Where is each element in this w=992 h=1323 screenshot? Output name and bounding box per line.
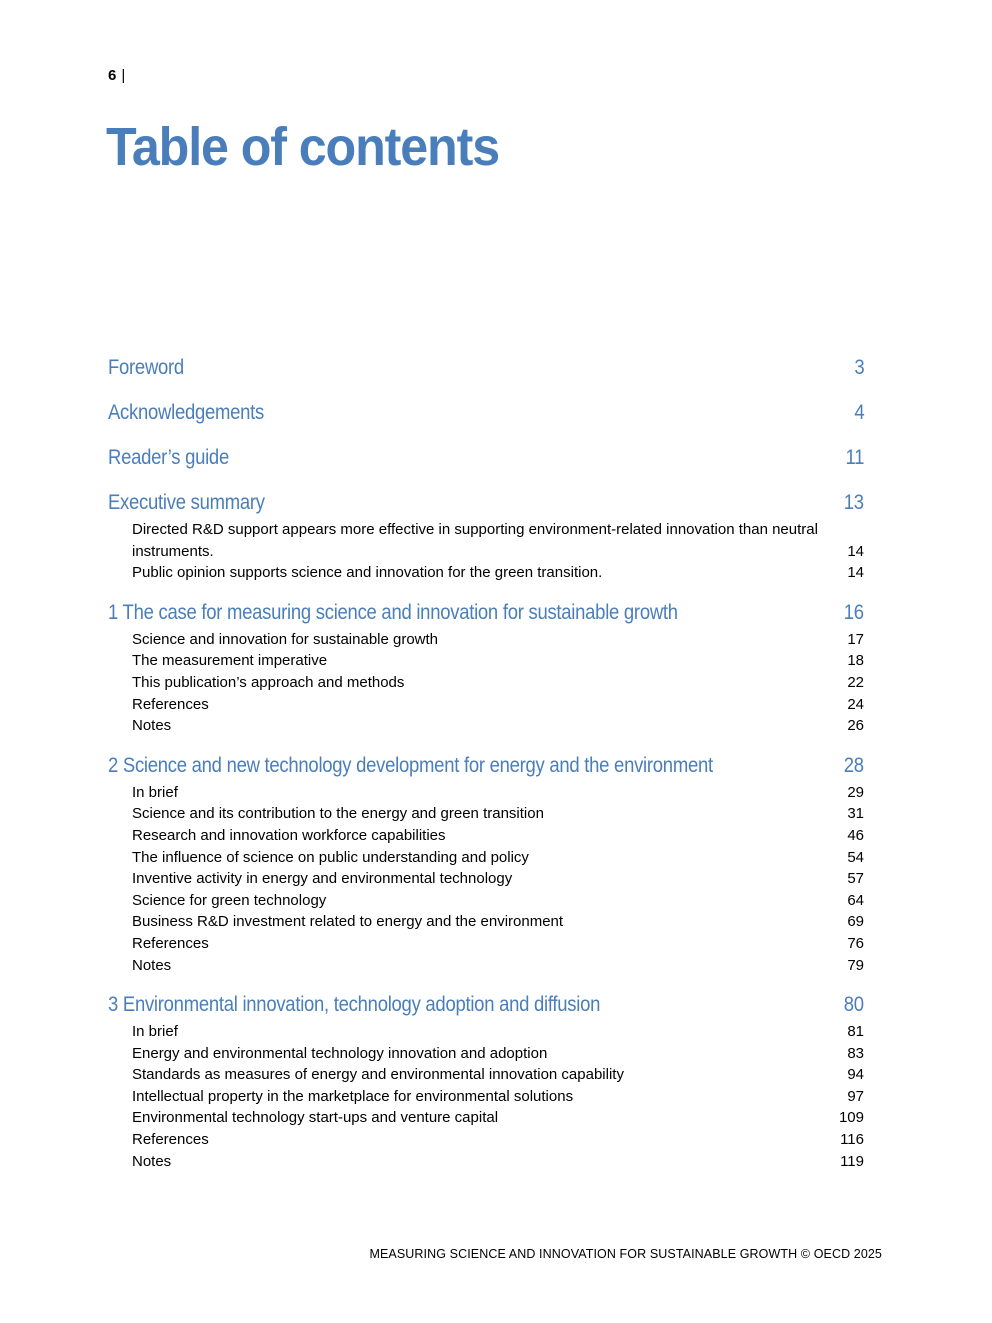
- toc-heading-title: Executive summary: [108, 491, 265, 514]
- toc-entry-title: References: [132, 1131, 209, 1149]
- toc-heading-title: Acknowledgements: [108, 401, 265, 424]
- page-number-header: [108, 67, 125, 85]
- toc-entry-page: 69: [847, 913, 864, 931]
- toc-heading-link[interactable]: [108, 487, 864, 519]
- toc-entry-page: 18: [847, 652, 864, 670]
- toc-heading-page: 13: [843, 491, 864, 514]
- toc-section: [108, 442, 864, 474]
- toc-entry-page: 94: [847, 1066, 864, 1084]
- toc-entry-title: Notes: [132, 717, 172, 735]
- toc-entry-link[interactable]: [108, 1107, 864, 1129]
- toc-entry-page: 97: [847, 1087, 864, 1105]
- toc-heading-link[interactable]: [108, 397, 864, 429]
- toc-entry-page: 76: [847, 934, 864, 952]
- page-title: Table of contents: [106, 117, 500, 177]
- toc-heading-link[interactable]: [108, 597, 864, 629]
- toc-section: [108, 487, 864, 584]
- toc-heading-page: 3: [853, 356, 864, 379]
- toc-heading-page: 11: [845, 446, 864, 469]
- toc-entry-title: This publication’s approach and methods: [132, 673, 405, 691]
- toc-entry-link[interactable]: [108, 825, 864, 847]
- toc-heading-link[interactable]: [108, 989, 864, 1021]
- toc-heading-title: 3 Environmental innovation, technology adoption and diffusion: [108, 993, 601, 1017]
- toc-entry-link[interactable]: [108, 847, 864, 869]
- page-number: 6: [108, 67, 117, 84]
- table-of-contents: [108, 352, 864, 1185]
- toc-entry-page: 116: [840, 1131, 864, 1149]
- toc-entry-link[interactable]: [108, 803, 864, 825]
- page-number-separator: |: [121, 67, 126, 84]
- toc-entry-title: In brief: [132, 783, 178, 801]
- toc-entry-page: 64: [847, 891, 864, 909]
- toc-entry-page: 29: [847, 783, 864, 801]
- toc-entry-page: 17: [847, 630, 864, 648]
- toc-entry-link[interactable]: [108, 890, 864, 912]
- toc-entry-title: Business R&D investment related to energy and the environment: [132, 913, 564, 931]
- toc-entry-title: Intellectual property in the marketplace for environmental solutions: [132, 1087, 574, 1105]
- toc-entry-link[interactable]: [108, 1064, 864, 1086]
- toc-heading-link[interactable]: [108, 442, 864, 474]
- toc-entry-page: 24: [847, 695, 864, 713]
- toc-heading-title: Reader’s guide: [108, 446, 229, 469]
- toc-section: [108, 750, 864, 976]
- toc-heading-page: 16: [843, 600, 864, 624]
- toc-entry-page: 79: [847, 956, 864, 974]
- toc-entry-page: 22: [847, 673, 864, 691]
- toc-entry-title: References: [132, 695, 209, 713]
- toc-entry-page: 26: [847, 717, 864, 735]
- toc-entry-link[interactable]: [108, 782, 864, 804]
- toc-heading-page: 28: [843, 753, 864, 777]
- toc-heading-page: 80: [843, 993, 864, 1017]
- toc-entry-page: 83: [847, 1044, 864, 1062]
- toc-entry-page: 81: [847, 1023, 864, 1041]
- toc-section: [108, 597, 864, 737]
- toc-entry-title: In brief: [132, 1023, 178, 1041]
- toc-entry-title: The measurement imperative: [132, 652, 328, 670]
- toc-entry-link[interactable]: [108, 519, 864, 562]
- toc-entry-title: Research and innovation workforce capabilities: [132, 826, 446, 844]
- toc-heading-title: Foreword: [108, 356, 184, 379]
- toc-entry-link[interactable]: [108, 562, 864, 584]
- toc-entry-title: Inventive activity in energy and environmental technology: [132, 870, 513, 888]
- toc-entry-title: Notes: [132, 1152, 172, 1170]
- toc-entry-link[interactable]: [108, 629, 864, 651]
- toc-entry-page: 109: [838, 1109, 864, 1127]
- toc-entry-link[interactable]: [108, 694, 864, 716]
- toc-entry-link[interactable]: [108, 1151, 864, 1173]
- toc-section: [108, 352, 864, 384]
- toc-entry-link[interactable]: [108, 955, 864, 977]
- toc-entry-link[interactable]: [108, 911, 864, 933]
- toc-entry-page: 57: [847, 870, 864, 888]
- toc-entry-page: 54: [847, 848, 864, 866]
- toc-entry-page: 31: [847, 805, 864, 823]
- toc-entry-title: References: [132, 934, 209, 952]
- toc-entry-link[interactable]: [108, 672, 864, 694]
- toc-entry-title: Science and innovation for sustainable growth: [132, 630, 439, 648]
- toc-section: [108, 397, 864, 429]
- toc-entry-page: 119: [840, 1152, 864, 1170]
- toc-entry-link[interactable]: [108, 1043, 864, 1065]
- toc-entry-link[interactable]: [108, 933, 864, 955]
- page-footer: MEASURING SCIENCE AND INNOVATION FOR SUSTAINABLE GROWTH © OECD 2025: [369, 1247, 882, 1261]
- toc-entry-page: 14: [847, 542, 864, 560]
- toc-entry-title: Public opinion supports science and innovation for the green transition.: [132, 564, 603, 582]
- toc-entry-title: Environmental technology start-ups and venture capital: [132, 1109, 499, 1127]
- toc-heading-page: 4: [853, 401, 864, 424]
- toc-entry-page: 46: [847, 826, 864, 844]
- toc-entry-title: Science and its contribution to the energy and green transition: [132, 805, 544, 823]
- toc-heading-link[interactable]: [108, 750, 864, 782]
- toc-entry-title: The influence of science on public understanding and policy: [132, 848, 529, 866]
- toc-entry-title: Notes: [132, 956, 172, 974]
- toc-entry-title: Energy and environmental technology innovation and adoption: [132, 1044, 548, 1062]
- toc-entry-link[interactable]: [108, 868, 864, 890]
- toc-heading-title: 2 Science and new technology development for energy and the environment: [108, 753, 713, 777]
- toc-entry-link[interactable]: [108, 1086, 864, 1108]
- toc-section: [108, 989, 864, 1172]
- toc-entry-title: Directed R&D support appears more effective in supporting environment-related innovation than neutral instruments.: [132, 521, 818, 560]
- toc-entry-link[interactable]: [108, 715, 864, 737]
- toc-heading-title: 1 The case for measuring science and innovation for sustainable growth: [108, 600, 678, 624]
- toc-heading-link[interactable]: [108, 352, 864, 384]
- toc-entry-link[interactable]: [108, 650, 864, 672]
- toc-entry-link[interactable]: [108, 1021, 864, 1043]
- toc-entry-page: 14: [847, 564, 864, 582]
- toc-entry-title: Science for green technology: [132, 891, 327, 909]
- toc-entry-link[interactable]: [108, 1129, 864, 1151]
- toc-entry-title: Standards as measures of energy and environmental innovation capability: [132, 1066, 624, 1084]
